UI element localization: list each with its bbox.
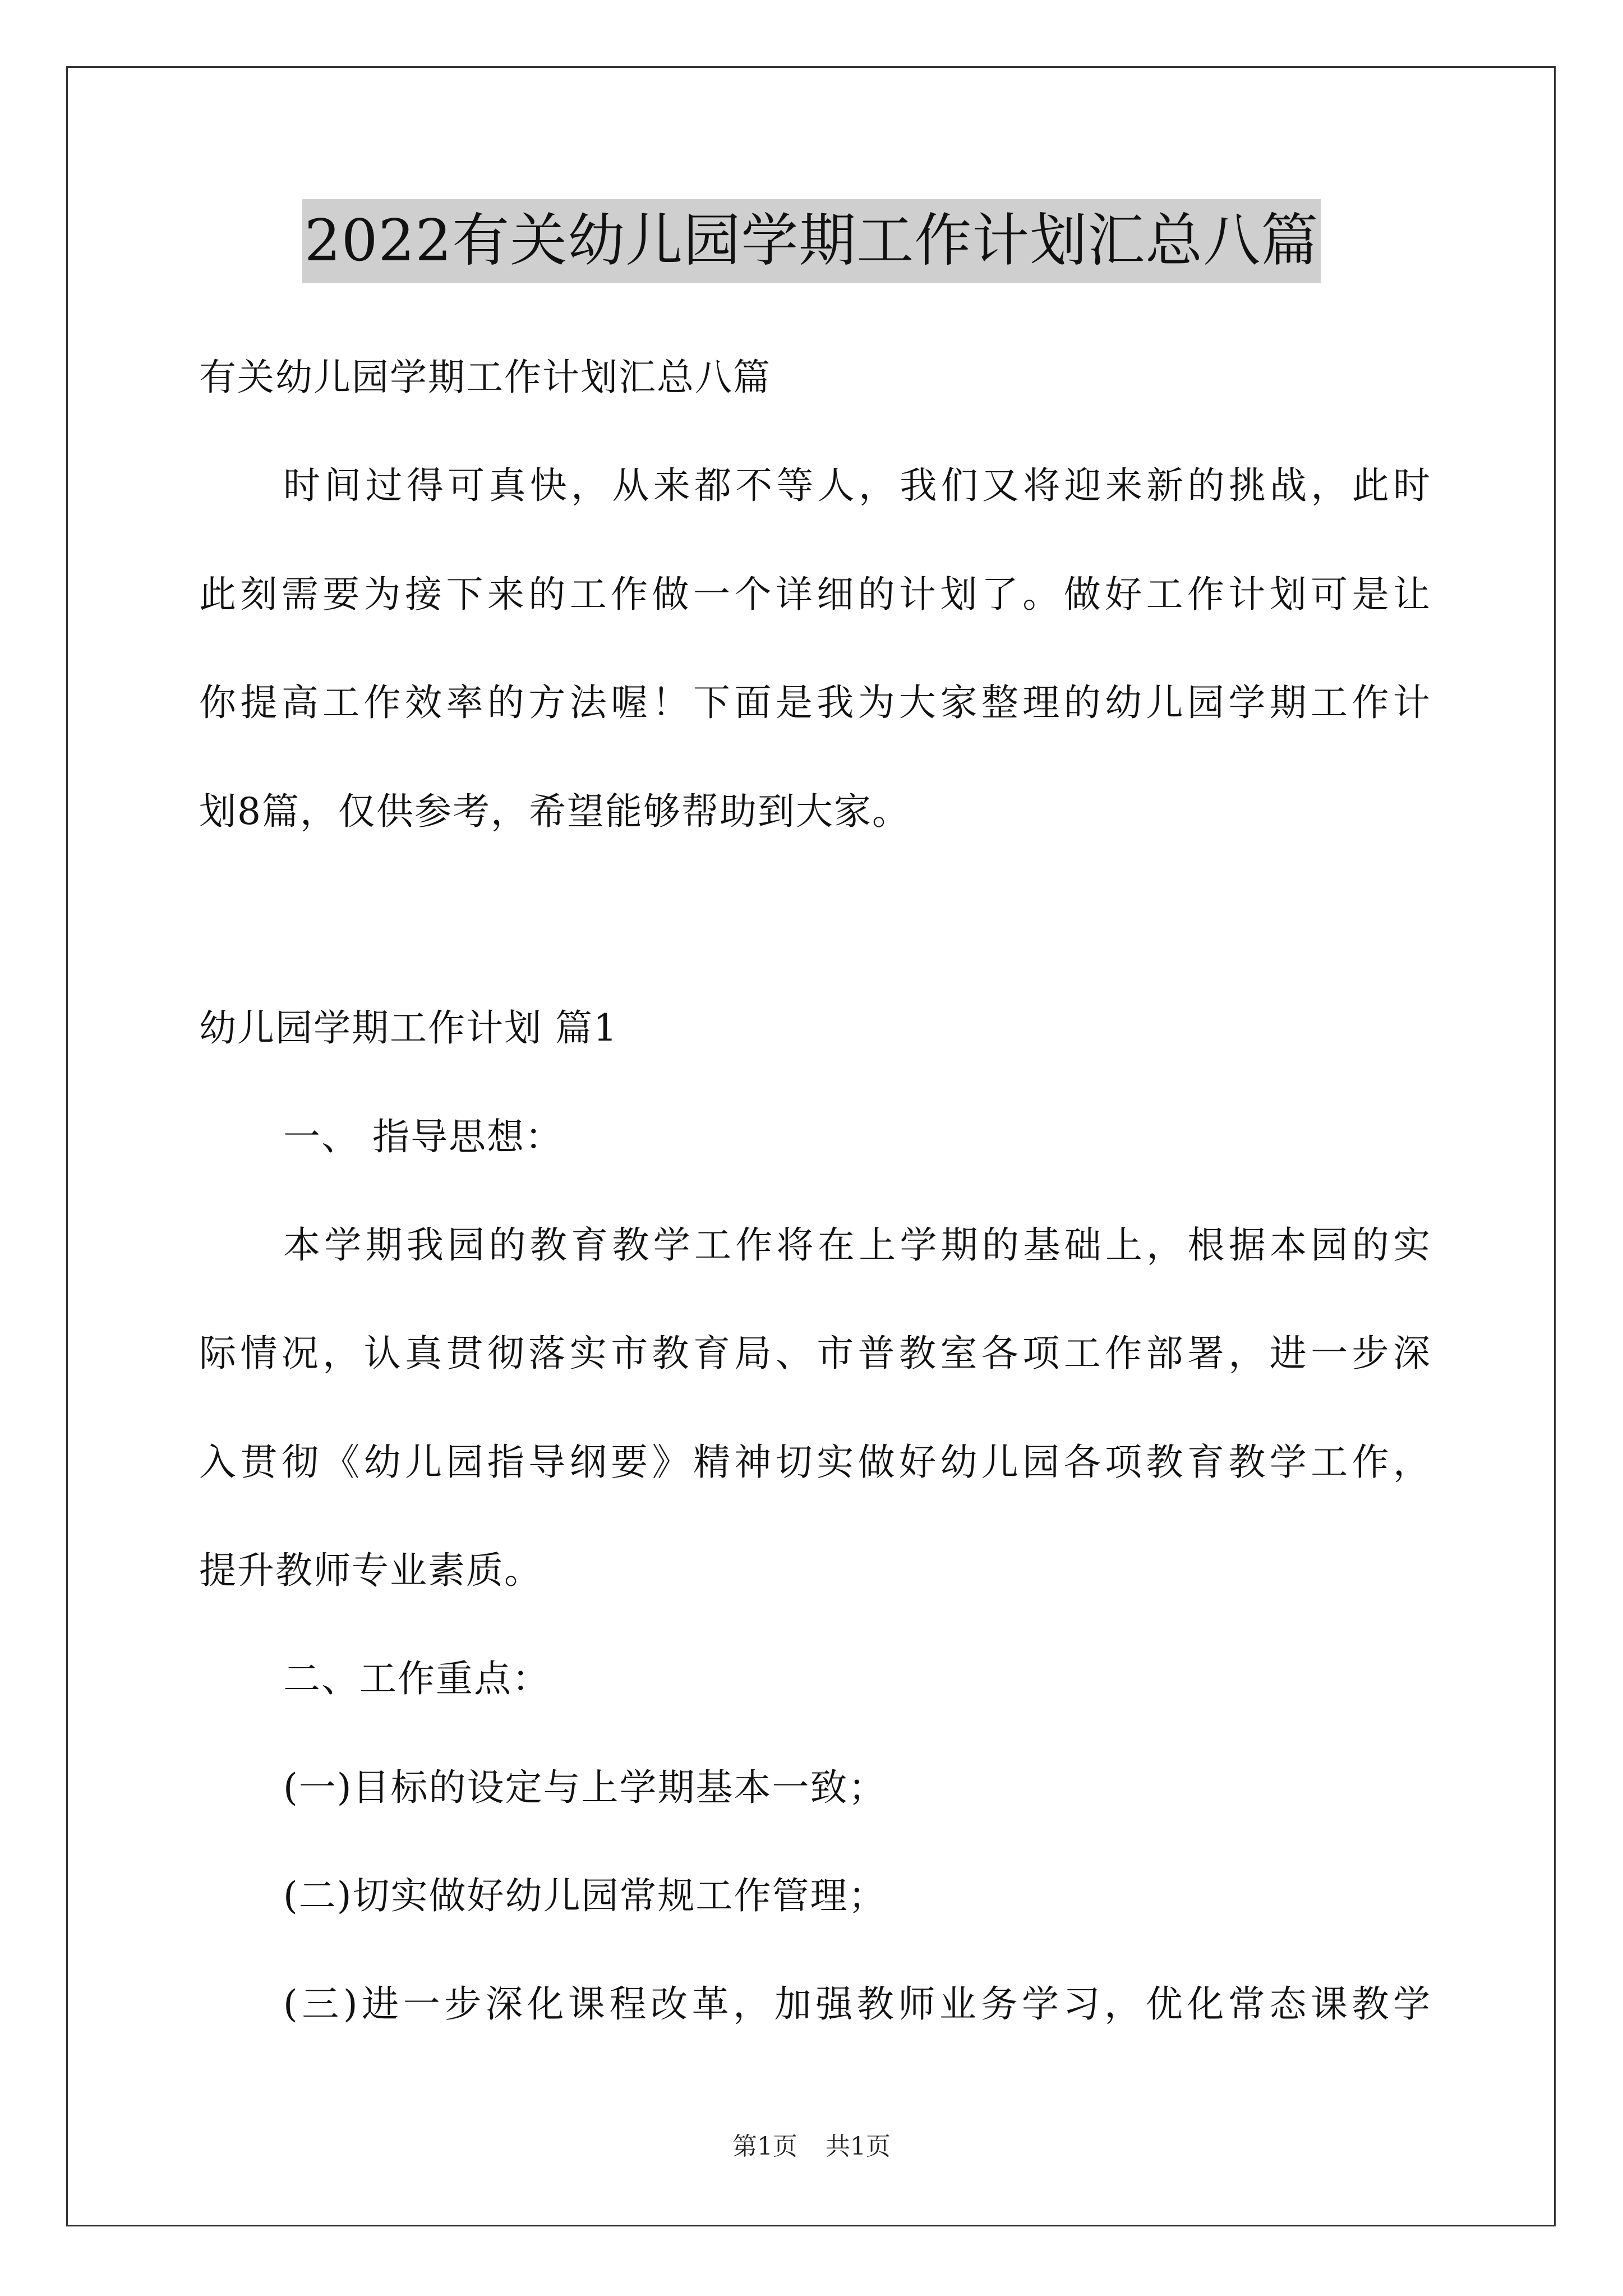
para-one-line-4: 提升教师专业素质。	[199, 1549, 542, 1592]
document-title: 2022有关幼儿园学期工作计划汇总八篇	[302, 199, 1321, 283]
page-footer	[0, 2126, 1623, 2162]
point-2: (二)切实做好幼儿园常规工作管理；	[283, 1874, 887, 1917]
point-3: (三)进一步深化课程改革，加强教师业务学习，优化常态课教学	[283, 1982, 1430, 2026]
para-one-line-1: 本学期我园的教育教学工作将在上学期的基础上，根据本园的实	[283, 1223, 1430, 1267]
heading-work-focus: 二、工作重点：	[283, 1657, 550, 1700]
intro-line-1: 时间过得可真快，从来都不等人，我们又将迎来新的挑战，此时	[283, 464, 1430, 507]
section-heading: 幼儿园学期工作计划 篇1	[199, 1006, 618, 1050]
page-number: 第1页	[732, 2132, 797, 2161]
intro-line-2: 此刻需要为接下来的工作做一个详细的计划了。做好工作计划可是让	[199, 573, 1430, 616]
para-one-line-2: 际情况，认真贯彻落实市教育局、市普教室各项工作部署，进一步深	[199, 1332, 1430, 1375]
intro-line-4: 划8篇，仅供参考，希望能够帮助到大家。	[199, 790, 910, 833]
title-block	[0, 199, 1623, 283]
intro-line-3: 你提高工作效率的方法喔！下面是我为大家整理的幼儿园学期工作计	[199, 681, 1430, 724]
heading-guiding-thought: 一、 指导思想：	[283, 1115, 563, 1158]
document-subtitle: 有关幼儿园学期工作计划汇总八篇	[199, 356, 771, 399]
page-total: 共1页	[826, 2132, 891, 2161]
point-1: (一)目标的设定与上学期基本一致；	[283, 1766, 887, 1809]
para-one-line-3: 入贯彻《幼儿园指导纲要》精神切实做好幼儿园各项教育教学工作，	[199, 1441, 1430, 1484]
